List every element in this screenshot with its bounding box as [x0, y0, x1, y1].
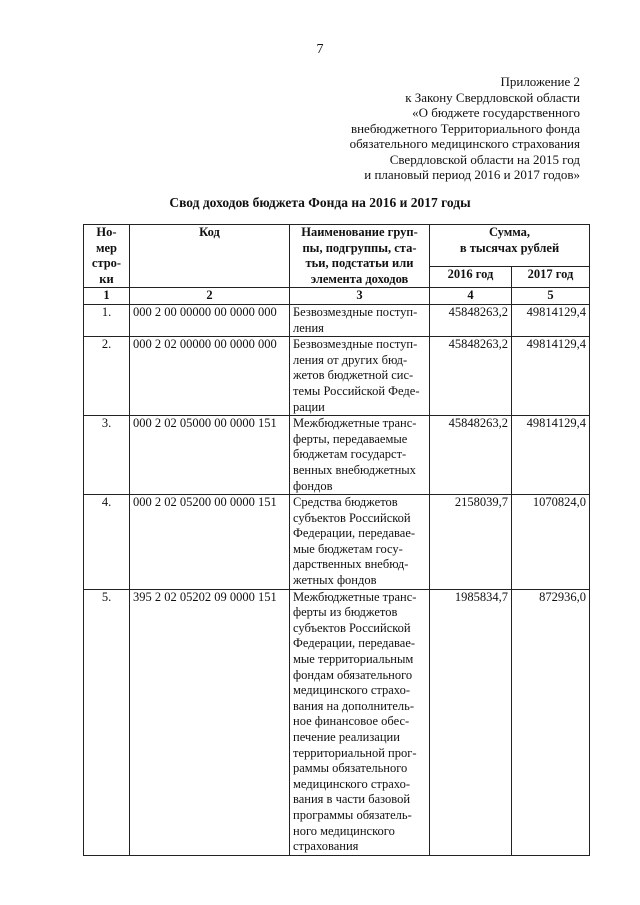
table-row: [84, 304, 590, 336]
column-number: 2: [130, 288, 290, 305]
row-value-2017: 49814129,4: [512, 337, 590, 416]
row-name: Безвозмездные поступ- ления: [290, 304, 430, 336]
row-number: 4.: [84, 495, 130, 590]
row-number: 1.: [84, 304, 130, 336]
row-value-2017: 872936,0: [512, 589, 590, 855]
table-header-row: [84, 225, 590, 267]
row-code: 000 2 02 05200 00 0000 151: [130, 495, 290, 590]
table-row: [84, 337, 590, 416]
header-sum: Сумма, в тысячах рублей: [430, 225, 590, 267]
row-code: 000 2 02 05000 00 0000 151: [130, 416, 290, 495]
appendix-line: Приложение 2: [500, 74, 580, 89]
table-row: [84, 495, 590, 590]
column-number: 3: [290, 288, 430, 305]
header-code: Код: [130, 225, 290, 288]
row-value-2017: 49814129,4: [512, 416, 590, 495]
row-value-2016: 45848263,2: [430, 337, 512, 416]
row-value-2016: 1985834,7: [430, 589, 512, 855]
row-value-2016: 45848263,2: [430, 416, 512, 495]
row-code: 000 2 00 00000 00 0000 000: [130, 304, 290, 336]
appendix-line: Свердловской области на 2015 год: [389, 151, 580, 167]
row-name: Межбюджетные транс- ферты, передаваемые бюджетам государст- венных внебюджетных фондов: [290, 416, 430, 495]
table-row: [84, 416, 590, 495]
row-name: Средства бюджетов субъектов Российской Федерации, передавае- мые бюджетам госу- дарственных внебюд- жетных фондов: [290, 495, 430, 590]
row-name: Межбюджетные транс- ферты из бюджетов субъектов Российской Федерации, передавае- мые территориальным фондам обязательного медицинского страхо- вания на дополнитель- ное финансовое обес- печение реализации территориальной прог- раммы обязательного медицинского страхо- вания в части базовой программы обязатель- ного медицинского страхования: [290, 589, 430, 855]
row-value-2016: 2158039,7: [430, 495, 512, 590]
row-code: 395 2 02 05202 09 0000 151: [130, 589, 290, 855]
row-number: 5.: [84, 589, 130, 855]
header-row-number: Но- мер стро- ки: [84, 225, 130, 288]
appendix-line: к Закону Свердловской области: [405, 89, 580, 105]
appendix-line: и плановый период 2016 и 2017 годов»: [364, 167, 580, 182]
revenue-table: [83, 224, 590, 856]
row-name: Безвозмездные поступ- ления от других бюд- жетов бюджетной сис- темы Российской Феде- рации: [290, 337, 430, 416]
appendix-line: обязательного медицинского страхования: [349, 136, 580, 151]
row-value-2017: 49814129,4: [512, 304, 590, 336]
row-value-2017: 1070824,0: [512, 495, 590, 590]
table-row: [84, 589, 590, 855]
column-number: 4: [430, 288, 512, 305]
column-number: 1: [84, 288, 130, 305]
appendix-heading: [280, 74, 580, 183]
appendix-line: внебюджетного Территориального фонда: [350, 120, 580, 136]
row-number: 3.: [84, 416, 130, 495]
document-title: Свод доходов бюджета Фонда на 2016 и 2017 годы: [169, 195, 471, 210]
header-year-2016: 2016 год: [430, 266, 512, 288]
column-number-row: [84, 288, 590, 305]
row-value-2016: 45848263,2: [430, 304, 512, 336]
appendix-line: «О бюджете государственного: [412, 105, 580, 120]
column-number: 5: [512, 288, 590, 305]
row-number: 2.: [84, 337, 130, 416]
header-year-2017: 2017 год: [512, 266, 590, 288]
row-code: 000 2 02 00000 00 0000 000: [130, 337, 290, 416]
page-number: 7: [316, 42, 324, 57]
header-name: Наименование груп- пы, подгруппы, ста- тьи, подстатьи или элемента доходов: [290, 225, 430, 288]
